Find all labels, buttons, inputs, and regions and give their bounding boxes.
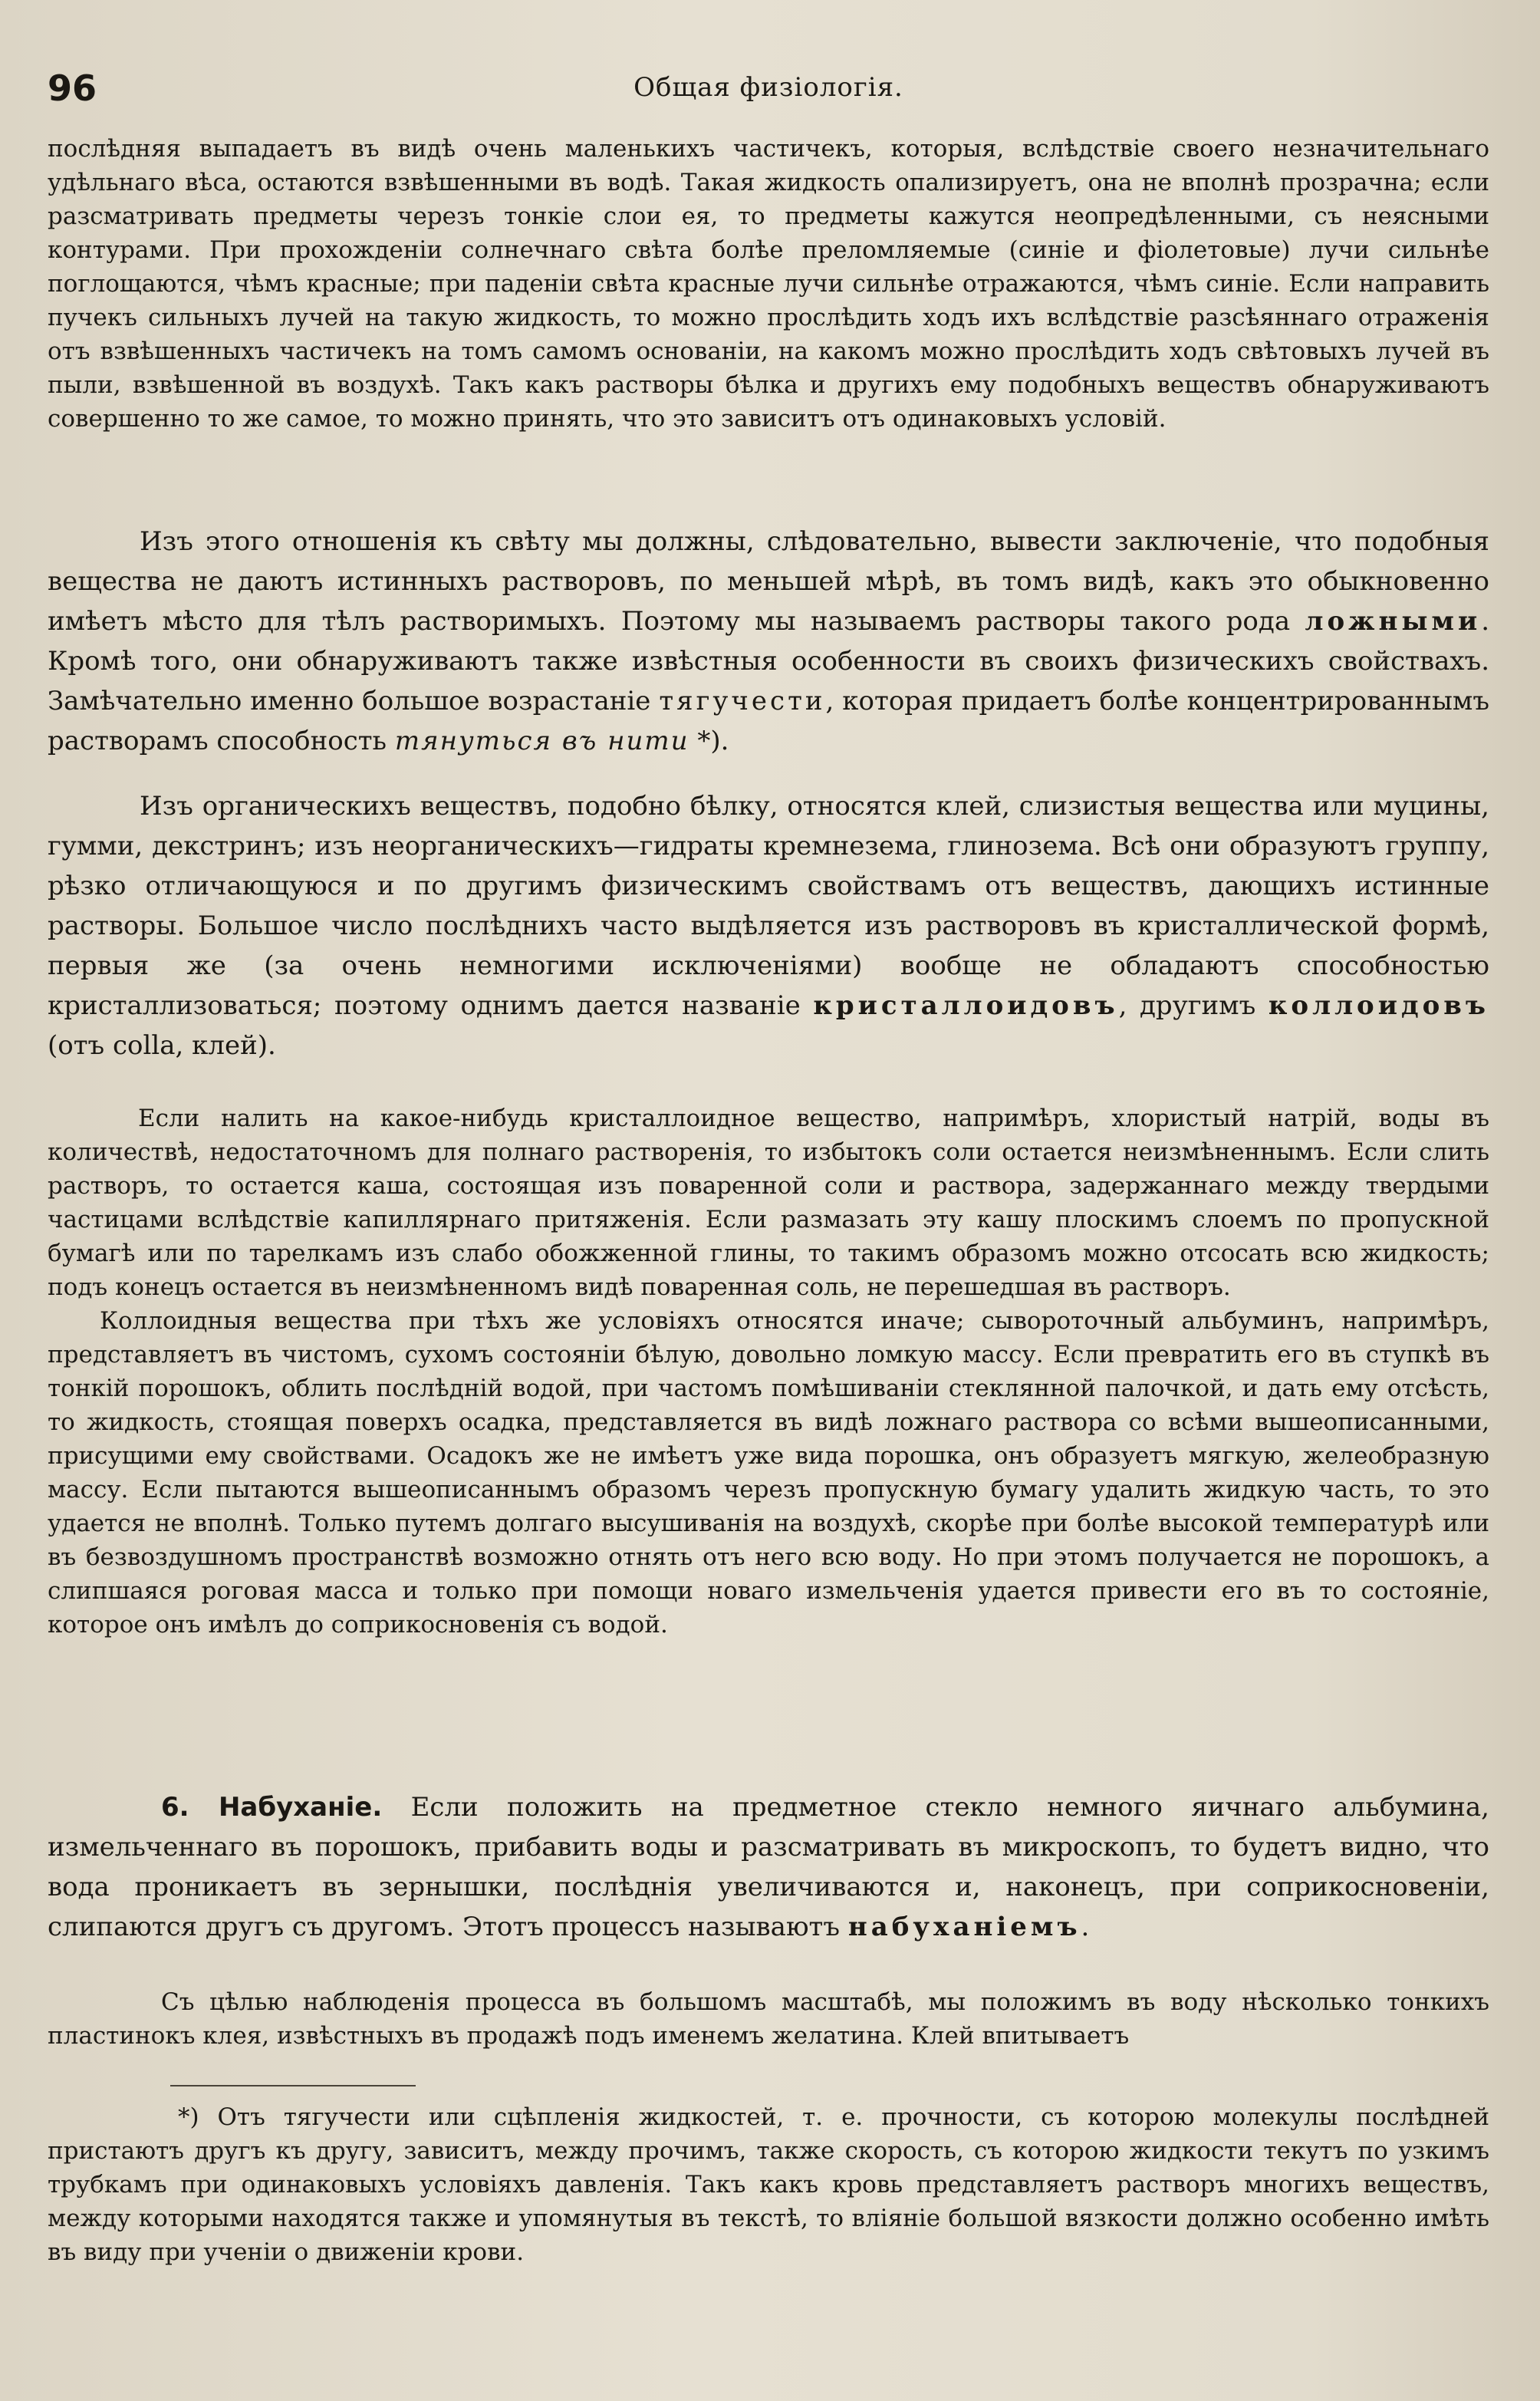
text-run: , которая придаетъ болѣе концентрированнымъ растворамъ способность [48,686,1489,756]
paragraph-crystalloid-example: Если налить на какое-нибудь кристаллоидное вещество, напримѣръ, хлористый натрій, воды въ количествѣ, недостаточномъ для полнаго растворенія, то избытокъ соли остается неизмѣненнымъ. Если слить растворъ, то остается каша, состоящая изъ поваренной соли и раствора, задержаннаго между твердыми частицами вслѣдствіе капиллярнаго притяженія. Если размазать эту кашу плоскимъ слоемъ по пропускной бумагѣ или по тарелкамъ изъ слабо обожженной глины, то такимъ образомъ можно отсосать всю жидкость; подъ конецъ остается въ неизмѣненномъ видѣ поваренная соль, не перешедшая въ растворъ. [48,1105,1489,1301]
paragraph-text: послѣдняя выпадаетъ въ видѣ очень маленькихъ частичекъ, которыя, вслѣдствіе своего незначительнаго удѣльнаго вѣса, остаются взвѣшенными въ водѣ. Такая жидкость опализируетъ, она не вполнѣ прозрачна; если разсматривать предметы черезъ тонкіе слои ея, то предметы кажутся неопредѣленными, съ неясными контурами. При прохожденіи солнечнаго свѣта болѣе преломляемые (синіе и фіолетовые) лучи сильнѣе поглощаются, чѣмъ красные; при паденіи свѣта красные лучи сильнѣе отражаются, чѣмъ синіе. Если направить пучекъ сильныхъ лучей на такую жидкость, то можно прослѣдить ходъ ихъ вслѣдствіе разсѣяннаго отраженія отъ взвѣшенныхъ частичекъ на томъ самомъ основаніи, на какомъ можно прослѣдить ходъ свѣтовыхъ лучей въ пыли, взвѣшенной въ воздухѣ. Такъ какъ растворы бѣлка и другихъ ему подобныхъ веществъ обнаруживаютъ совершенно то же самое, то можно принять, что это зависитъ отъ одинаковыхъ условій. [48,135,1489,433]
term-lozhnymi: ложными [1305,606,1482,637]
italic-phrase: тянуться въ нити [394,726,689,756]
text-run: . Кромѣ того, они обнаруживаютъ также извѣстныя особенности въ своихъ физическихъ свойствахъ. Замѣчательно именно большое возрастаніе [48,606,1489,716]
section-title: 6. Набуханіе. [161,1792,383,1823]
section-6 [48,1787,1489,1947]
term-colloids: коллоидовъ [1268,990,1489,1021]
text-run: (отъ colla, клей). [48,1030,276,1061]
text-run: . [1081,1912,1090,1942]
paragraph-text: Съ цѣлью наблюденія процесса въ большомъ масштабѣ, мы положимъ въ воду нѣсколько тонкихъ пластинокъ клея, извѣстныхъ въ продажѣ подъ именемъ желатина. Клей впитываетъ [48,1988,1489,2050]
page-header [48,68,1489,114]
paragraph-opalescence [48,132,1489,436]
text-run: , другимъ [1118,990,1269,1021]
paragraph-colloids [48,786,1489,1065]
footnote-marker: *). [689,726,729,756]
running-title: Общая физіологія. [633,72,903,103]
paragraph-gelatin [48,1985,1489,2053]
text-run: Изъ этого отношенія къ свѣту мы должны, слѣдовательно, вывести заключеніе, что подобныя вещества не даютъ истинныхъ растворовъ, по меньшей мѣрѣ, въ томъ видѣ, какъ это обыкновенно имѣетъ мѣсто для тѣлъ растворимыхъ. Поэтому мы называемъ растворы такого рода [48,526,1489,637]
paragraph-colloid-example: Коллоидныя вещества при тѣхъ же условіяхъ относятся иначе; сывороточный альбуминъ, напримѣръ, представляетъ въ чистомъ, сухомъ состояніи бѣлую, довольно ломкую массу. Если превратить его въ ступкѣ въ тонкій порошокъ, облить послѣдній водой, при частомъ помѣшиваніи стеклянной палочкой, и дать ему отсѣсть, то жидкость, стоящая поверхъ осадка, представляется въ видѣ ложнаго раствора со всѣми вышеописанными, присущими ему свойствами. Осадокъ же не имѣетъ уже вида порошка, онъ образуетъ мягкую, желеобразную массу. Если пытаются вышеописаннымъ образомъ черезъ пропускную бумагу удалить жидкую часть, то это удается не вполнѣ. Только путемъ долгаго высушиванія на воздухѣ, скорѣе при болѣе высокой температурѣ или въ безвоздушномъ пространствѣ возможно отнять отъ него всю воду. Но при этомъ получается не порошокъ, а слипшаяся роговая масса и только при помощи новаго измельченія удается привести его въ то состояніе, которое онъ имѣлъ до соприкосновенія съ водой. [48,1307,1489,1639]
term-tyaguchest: тягучести [659,686,826,716]
text-run: Если положить на предметное стекло немного яичнаго альбумина, измельченнаго въ порошокъ, прибавить воды и разсматривать въ микроскопъ, то будетъ видно, что вода проникаетъ въ зернышки, послѣднія увеличиваются и, наконецъ, при соприкосновеніи, слипаются другъ съ другомъ. Этотъ процессъ называютъ [48,1792,1489,1942]
page-number: 96 [48,68,97,109]
term-swelling: набуханіемъ [847,1912,1081,1942]
footnote [48,2100,1489,2269]
text-run: Изъ органическихъ веществъ, подобно бѣлку, относятся клей, слизистыя вещества или муцины, гумми, декстринъ; изъ неорганическихъ—гидраты кремнезема, глинозема. Всѣ они образуютъ группу, рѣзко отличающуюся и по другимъ физическимъ свойствамъ отъ веществъ, дающихъ истинные растворы. Большое число послѣднихъ часто выдѣляется изъ растворовъ въ кристаллической формѣ, первыя же (за очень немногими исключеніями) вообще не обладаютъ способностью кристаллизоваться; поэтому однимъ дается названіе [48,791,1489,1021]
footnote-text: *) Отъ тягучести или сцѣпленія жидкостей, т. е. прочности, съ которою молекулы послѣдней пристаютъ другъ къ другу, зависитъ, между прочимъ, также скорость, съ которою жидкости текутъ по узкимъ трубкамъ при одинаковыхъ условіяхъ давленія. Такъ какъ кровь представляетъ растворъ многихъ веществъ, между которыми находятся также и упомянутыя въ текстѣ, то вліяніе большой вязкости должно особенно имѣть въ виду при ученіи о движеніи крови. [48,2103,1489,2266]
term-crystalloids: кристаллоидовъ [813,990,1119,1021]
small-print-block [48,1102,1489,1642]
paragraph-false-solutions [48,522,1489,761]
footnote-rule [170,2085,416,2086]
